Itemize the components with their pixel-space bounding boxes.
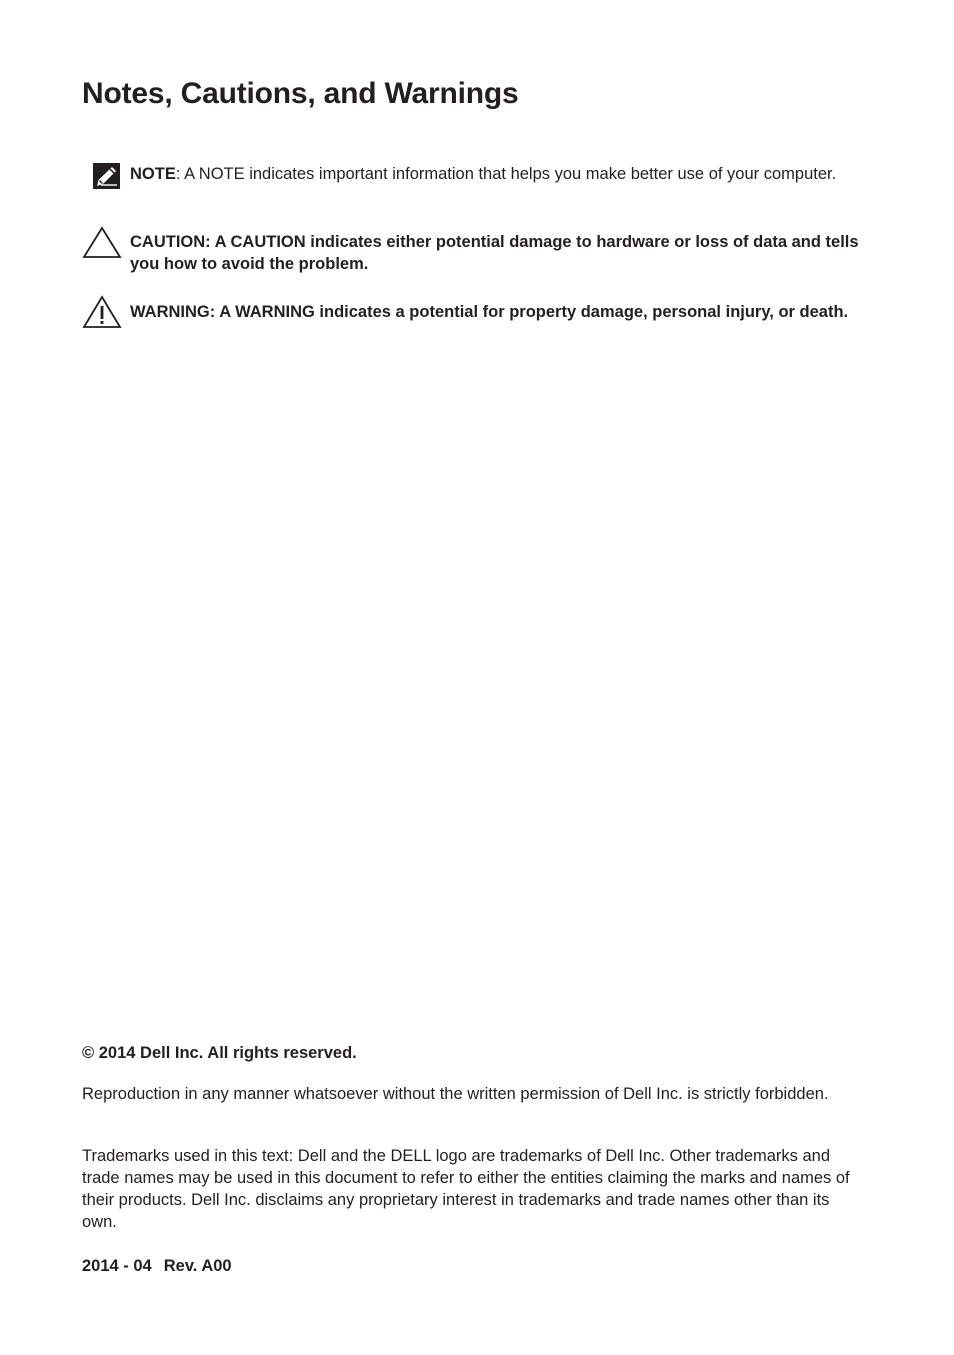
note-pencil-icon [82,160,122,196]
caution-text: CAUTION: A CAUTION indicates either potential damage to hardware or loss of data and tells you how to avoid the problem. [130,233,859,273]
warning-text: WARNING: A WARNING indicates a potential for property damage, personal injury, or death. [130,303,849,321]
warning-triangle-icon [82,295,122,331]
note-body: : A NOTE indicates important information that helps you make better use of your computer. [175,165,837,183]
caution-triangle-icon [82,226,122,262]
page-title: Notes, Cautions, and Warnings [82,77,519,110]
revision-line [82,1255,862,1277]
revision-date: 2014 - 04 [82,1257,152,1275]
reproduction-notice: Reproduction in any manner whatsoever without the written permission of Dell Inc. is strictly forbidden. [82,1085,829,1103]
trademarks-notice: Trademarks used in this text: Dell and the DELL logo are trademarks of Dell Inc. Other trademarks and trade names may be used in this document to refer to either the entities claiming the marks and names of their products. Dell Inc. disclaims any proprietary interest in trademarks and trade names other than its own. [82,1147,850,1231]
note-text [130,163,860,185]
copyright-line: © 2014 Dell Inc. All rights reserved. [82,1044,357,1062]
revision-number: Rev. A00 [163,1257,232,1275]
note-label: NOTE [130,165,176,183]
